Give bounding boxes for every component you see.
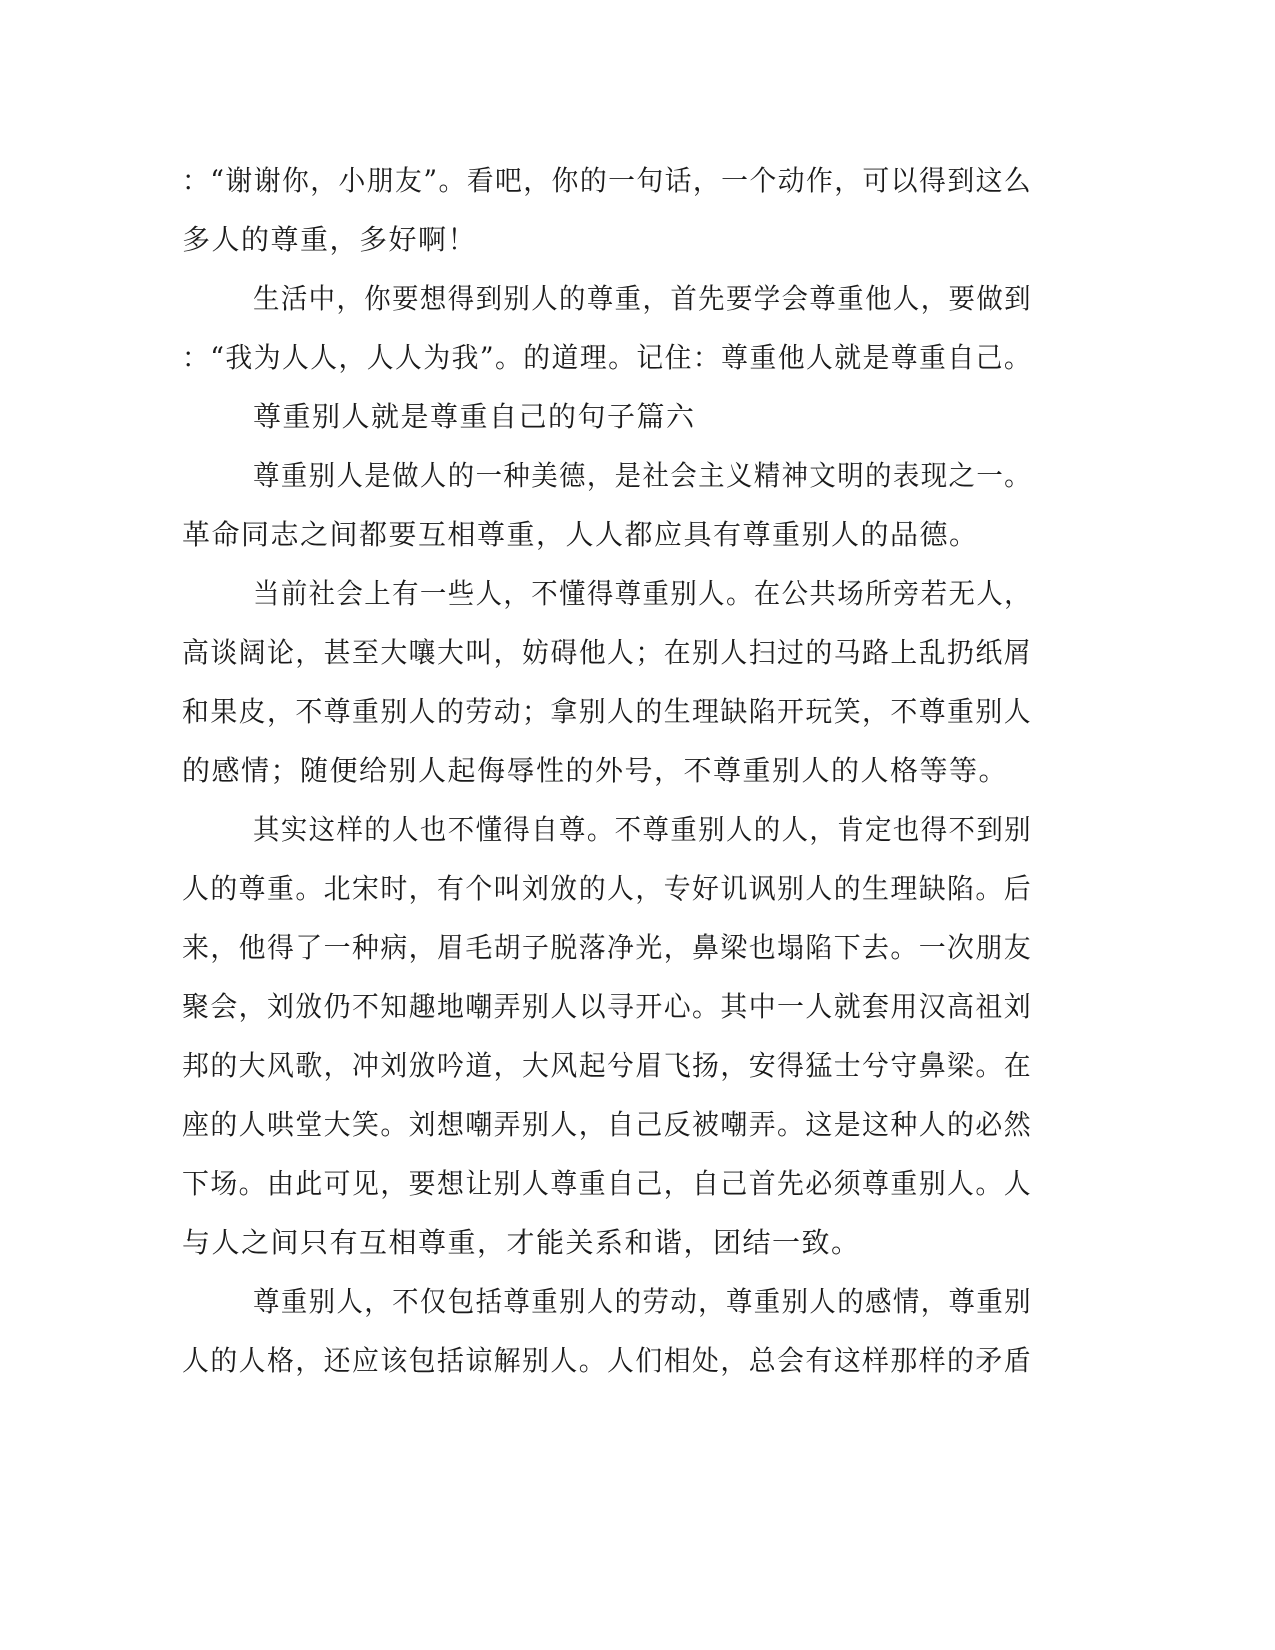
- text-line: 尊重别人，不仅包括尊重别人的劳动，尊重别人的感情，尊重别: [253, 1285, 1033, 1318]
- text-line: 当前社会上有一些人，不懂得尊重别人。在公共场所旁若无人，: [253, 577, 1033, 610]
- text-line: 聚会，刘攽仍不知趣地嘲弄别人以寻开心。其中一人就套用汉高祖刘: [182, 990, 1033, 1023]
- text-line: ：“谢谢你，小朋友”。看吧，你的一句话，一个动作，可以得到这么: [182, 164, 1033, 197]
- text-line: 来，他得了一种病，眉毛胡子脱落净光，鼻梁也塌陷下去。一次朋友: [182, 931, 1033, 964]
- text-line: 高谈阔论，甚至大嚷大叫，妨碍他人；在别人扫过的马路上乱扔纸屑: [182, 636, 1033, 669]
- text-line: 与人之间只有互相尊重，才能关系和谐，团结一致。: [182, 1226, 861, 1259]
- section-heading: 尊重别人就是尊重自己的句子篇六: [253, 400, 696, 433]
- text-line: 座的人哄堂大笑。刘想嘲弄别人，自己反被嘲弄。这是这种人的必然: [182, 1108, 1033, 1141]
- text-line: 邦的大风歌，冲刘攽吟道，大风起兮眉飞扬，安得猛士兮守鼻梁。在: [182, 1049, 1033, 1082]
- text-line: 多人的尊重，多好啊！: [182, 223, 478, 256]
- text-line: ：“我为人人，人人为我”。的道理。记住：尊重他人就是尊重自己。: [182, 341, 1033, 374]
- text-line: 的感情；随便给别人起侮辱性的外号，不尊重别人的人格等等。: [182, 754, 1009, 787]
- text-line: 其实这样的人也不懂得自尊。不尊重别人的人，肯定也得不到别: [253, 813, 1033, 846]
- text-line: 和果皮，不尊重别人的劳动；拿别人的生理缺陷开玩笑，不尊重别人: [182, 695, 1033, 728]
- text-line: 人的尊重。北宋时，有个叫刘攽的人，专好讥讽别人的生理缺陷。后: [182, 872, 1033, 905]
- text-line: 尊重别人是做人的一种美德，是社会主义精神文明的表现之一。: [253, 459, 1033, 492]
- text-line: 下场。由此可见，要想让别人尊重自己，自己首先必须尊重别人。人: [182, 1167, 1033, 1200]
- text-line: 人的人格，还应该包括谅解别人。人们相处，总会有这样那样的矛盾: [182, 1344, 1033, 1377]
- text-line: 生活中，你要想得到别人的尊重，首先要学会尊重他人，要做到: [253, 282, 1033, 315]
- text-line: 革命同志之间都要互相尊重，人人都应具有尊重别人的品德。: [182, 518, 979, 551]
